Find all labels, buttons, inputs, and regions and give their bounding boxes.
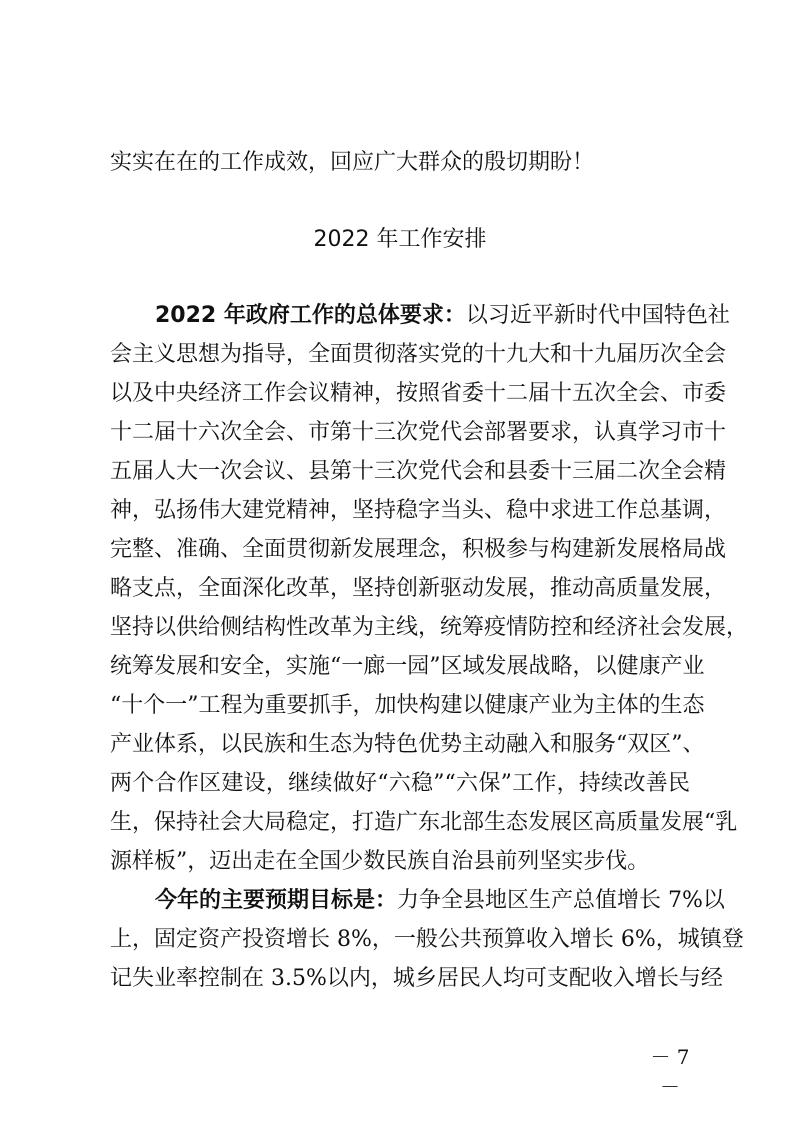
page-number: － 7 －: [650, 1045, 690, 1099]
paragraph-1-line-14: 生，保持社会大局稳定，打造广东北部生态发展区高质量发展“乳: [110, 810, 738, 835]
paragraph-1-line-1-text: 以习近平新时代中国特色社: [465, 303, 730, 328]
paragraph-1-line-5: 五届人大一次会议、县第十三次党代会和县委十三届二次全会精: [110, 459, 727, 484]
paragraph-1-line-9: 坚持以供给侧结构性改革为主线，统筹疫情防控和经济社会发展，: [110, 615, 749, 640]
paragraph-1-line-13: 两个合作区建设，继续做好“六稳”“六保”工作，持续改善民: [110, 771, 690, 796]
paragraph-2-line-2: 上，固定资产投资增长 8%，一般公共预算收入增长 6%，城镇登: [110, 927, 744, 952]
paragraph-1-line-11: “十个一”工程为重要抓手，加快构建以健康产业为主体的生态: [110, 693, 705, 718]
paragraph-1-line-10: 统筹发展和安全，实施“一廊一园”区域发展战略，以健康产业: [110, 654, 705, 679]
section-heading: 2022 年工作安排: [313, 227, 487, 252]
paragraph-1-line-12: 产业体系，以民族和生态为特色优势主动融入和服务“双区”、: [110, 732, 705, 757]
paragraph-1-line-6: 神，弘扬伟大建党精神，坚持稳字当头、稳中求进工作总基调，: [110, 498, 727, 523]
paragraph-2-line-3: 记失业率控制在 3.5%以内，城乡居民人均可支配收入增长与经: [110, 966, 723, 991]
paragraph-2-lead: 今年的主要预期目标是：: [155, 888, 398, 913]
intro-line: 实实在在的工作成效，回应广大群众的殷切期盼！: [110, 150, 595, 175]
paragraph-2-line-1: [0, 881, 800, 921]
paragraph-1-line-4: 十二届十六次全会、市第十三次党代会部署要求，认真学习市十: [110, 420, 727, 445]
paragraph-1-line-2: 会主义思想为指导，全面贯彻落实党的十九大和十九届历次全会: [110, 342, 727, 367]
paragraph-1-line-15: 源样板”，迈出走在全国少数民族自治县前列坚实步伐。: [110, 849, 650, 874]
paragraph-2-line-1-text: 力争全县地区生产总值增长 7%以: [397, 888, 725, 913]
paragraph-1-line-1: [0, 296, 800, 336]
paragraph-1-lead: 2022 年政府工作的总体要求：: [155, 303, 466, 328]
paragraph-1-line-8: 略支点，全面深化改革，坚持创新驱动发展，推动高质量发展，: [110, 576, 727, 601]
paragraph-1-line-7: 完整、准确、全面贯彻新发展理念，积极参与构建新发展格局战: [110, 537, 727, 562]
paragraph-1-line-3: 以及中央经济工作会议精神，按照省委十二届十五次全会、市委: [110, 381, 727, 406]
